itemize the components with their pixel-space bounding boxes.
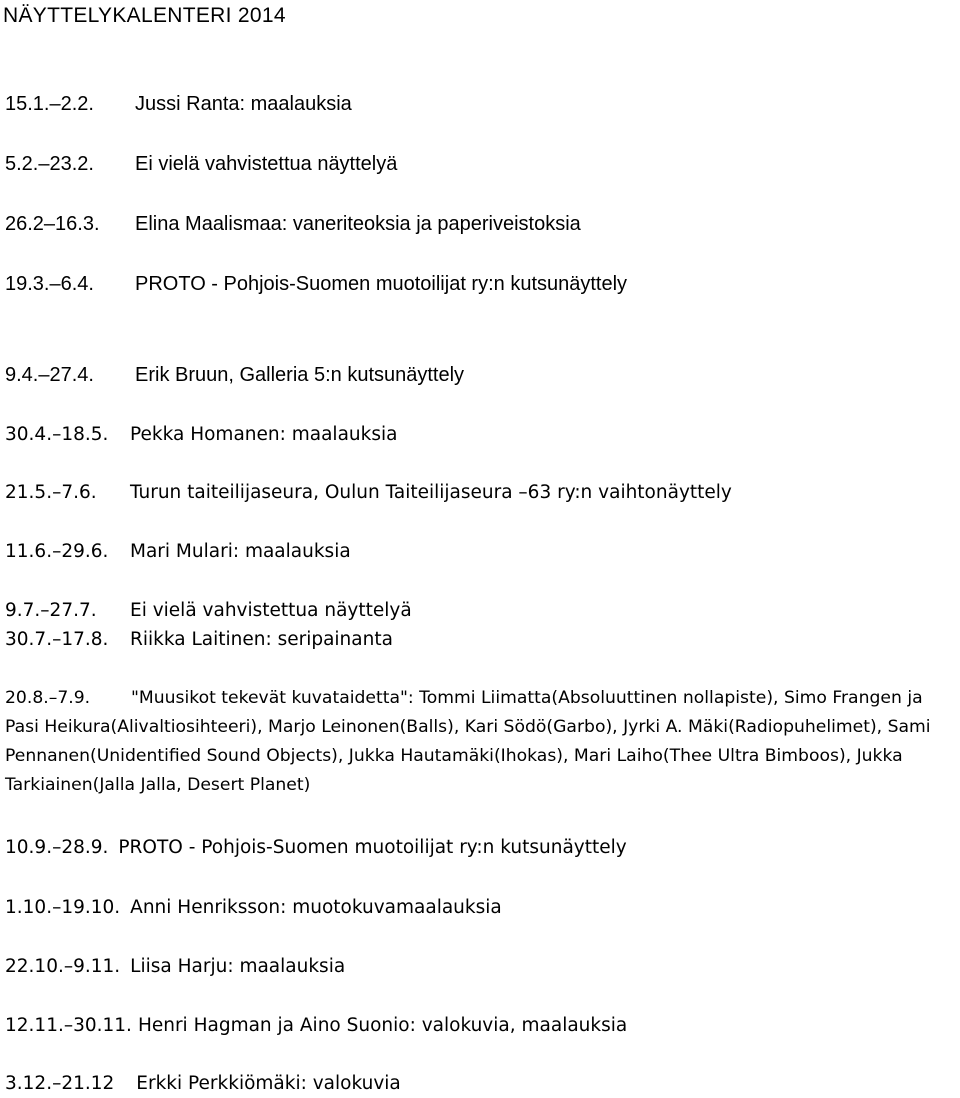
entry-date: 12.11.–30.11. — [5, 1015, 132, 1036]
list-item — [5, 894, 502, 922]
list-item — [5, 361, 464, 389]
entry-text: "Muusikot tekevät kuvataidetta": Tommi Liimatta(Absoluuttinen nollapiste), Simo Frangen ja Pasi Heikura(Alivaltiosihteeri), Marjo Leinonen(Balls), Kari Södö(Garbo), Jyrki A. Mäki(Radiopuhelimet), Sami Pennanen(Unidentified Sound Objects), Jukka Hautamäki(Ihokas), Mari Laiho(Thee Ultra Bimboos), Jukka Tarkiainen(Jalla Jalla, Desert Planet) — [5, 688, 931, 795]
entry-date: 22.10.–9.11. — [5, 956, 121, 977]
entry-text: Jussi Ranta: maalauksia — [135, 93, 352, 115]
entry-text: Henri Hagman ja Aino Suonio: valokuvia, maalauksia — [137, 1015, 628, 1036]
entry-date: 1.10.–19.10. — [5, 897, 121, 918]
entry-date: 19.3.–6.4. — [5, 273, 94, 295]
entry-text: Turun taiteilijaseura, Oulun Taiteilijaseura –63 ry:n vaihtonäyttely — [130, 482, 732, 503]
entry-date: 10.9.–28.9. — [5, 837, 109, 858]
page-title: NÄYTTELYKALENTERI 2014 — [3, 4, 286, 27]
entry-date: 20.8.–7.9. — [5, 688, 91, 708]
entry-text: Ei vielä vahvistettua näyttelyä — [135, 153, 398, 175]
list-item — [5, 210, 581, 238]
entry-text: Erik Bruun, Galleria 5:n kutsunäyttely — [135, 364, 465, 386]
list-item — [5, 1012, 627, 1040]
list-item — [5, 626, 393, 654]
list-item — [5, 90, 352, 118]
entry-text: Elina Maalismaa: vaneriteoksia ja paperiveistoksia — [135, 213, 581, 235]
entry-text: PROTO - Pohjois-Suomen muotoilijat ry:n kutsunäyttely — [135, 273, 628, 295]
entry-text: PROTO - Pohjois-Suomen muotoilijat ry:n kutsunäyttely — [118, 837, 627, 858]
entry-date: 15.1.–2.2. — [5, 93, 94, 115]
list-item — [5, 953, 345, 981]
list-item — [5, 1070, 401, 1098]
list-item — [5, 479, 732, 507]
entry-date: 26.2–16.3. — [5, 213, 100, 235]
list-item — [5, 597, 412, 625]
entry-date: 9.4.–27.4. — [5, 364, 94, 386]
entry-date: 21.5.–7.6. — [5, 482, 97, 503]
entry-text: Ei vielä vahvistettua näyttelyä — [130, 600, 412, 621]
entry-text: Mari Mulari: maalauksia — [130, 541, 351, 562]
entry-text: Anni Henriksson: muotokuvamaalauksia — [130, 897, 502, 918]
entry-date: 11.6.–29.6. — [5, 541, 109, 562]
entry-text: Erkki Perkkiömäki: valokuvia — [136, 1073, 401, 1094]
entry-date: 5.2.–23.2. — [5, 153, 94, 175]
entry-text: Liisa Harju: maalauksia — [130, 956, 346, 977]
list-item — [5, 270, 627, 298]
list-item — [5, 684, 960, 800]
list-item — [5, 834, 627, 862]
entry-text: Pekka Homanen: maalauksia — [130, 424, 398, 445]
entry-date: 30.7.–17.8. — [5, 629, 109, 650]
entry-date: 30.4.–18.5. — [5, 424, 109, 445]
list-item — [5, 538, 351, 566]
entry-date: 3.12.–21.12 — [5, 1073, 115, 1094]
list-item — [5, 421, 397, 449]
list-item — [5, 150, 397, 178]
entry-date: 9.7.–27.7. — [5, 600, 97, 621]
entry-text: Riikka Laitinen: seripainanta — [130, 629, 393, 650]
